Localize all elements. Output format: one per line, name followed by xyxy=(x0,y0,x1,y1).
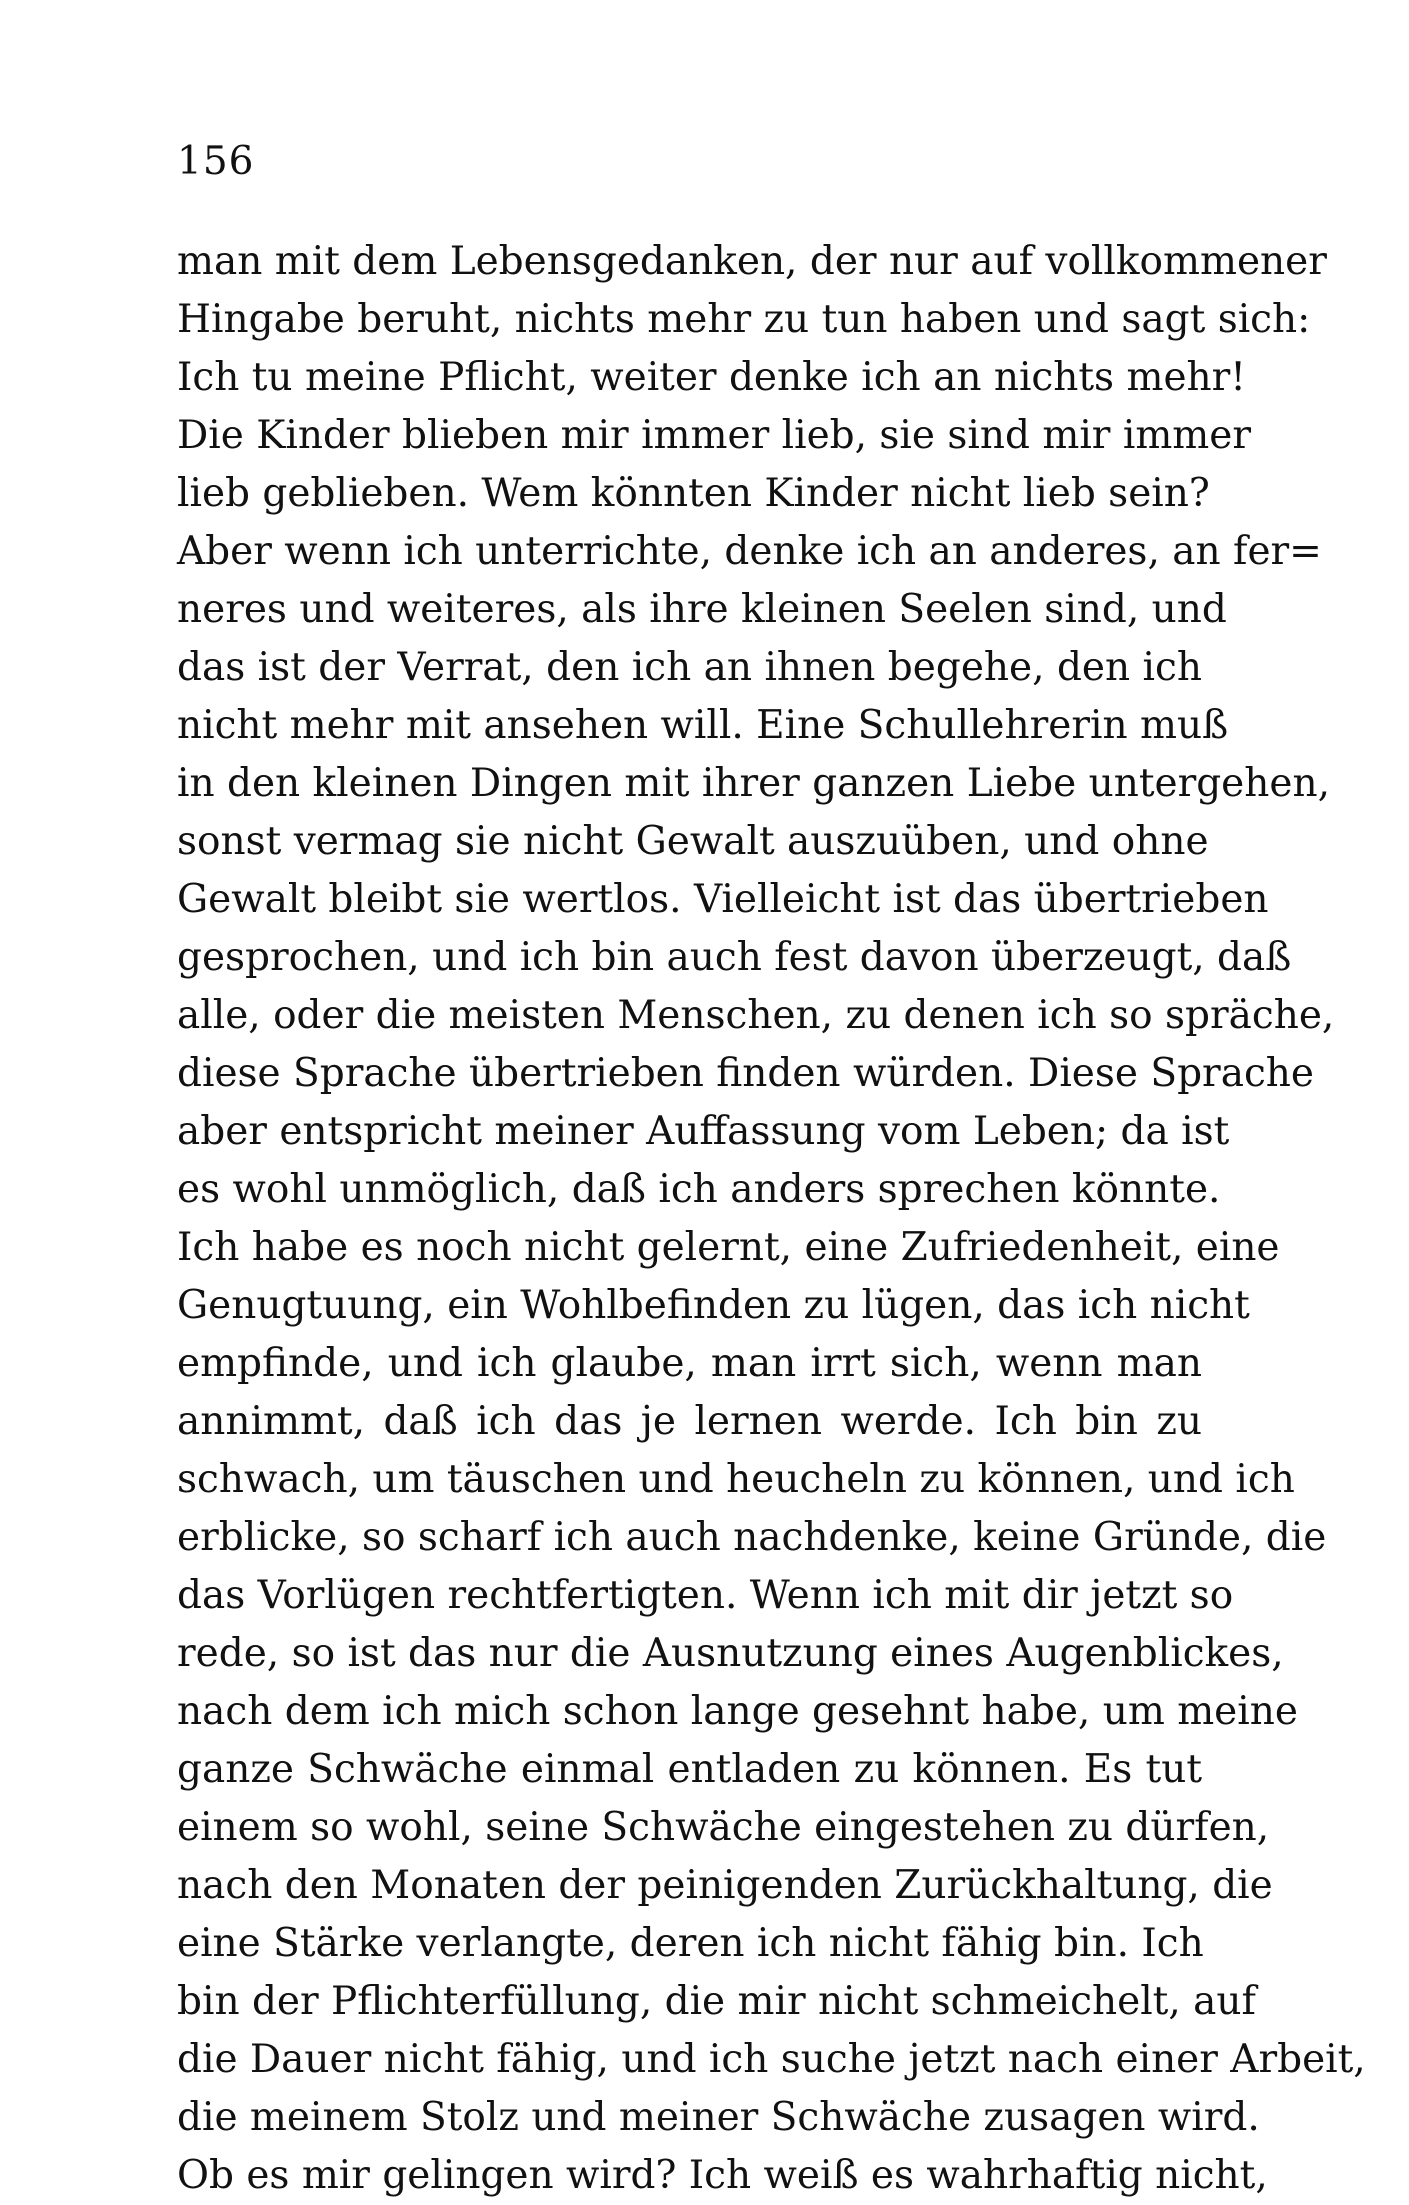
text-line: Genugtuung, ein Wohlbefinden zu lügen, das ich nicht xyxy=(177,1283,1250,1328)
text-line: das Vorlügen rechtfertigten. Wenn ich mit dir jetzt so xyxy=(177,1573,1234,1618)
body-text xyxy=(177,233,1366,2205)
text-line: erblicke, so scharf ich auch nachdenke, keine Gründe, die xyxy=(177,1515,1327,1560)
page-number: 156 xyxy=(177,139,255,184)
text-line: in den kleinen Dingen mit ihrer ganzen Liebe untergehen, xyxy=(177,761,1330,806)
text-line: diese Sprache übertrieben finden würden. Diese Sprache xyxy=(177,1051,1314,1096)
text-line: Die Kinder blieben mir immer lieb, sie sind mir immer xyxy=(177,413,1252,458)
text-line: annimmt, daß ich das je lernen werde. Ich bin zu xyxy=(177,1399,1202,1444)
text-line: die meinem Stolz und meiner Schwäche zusagen wird. xyxy=(177,2095,1260,2140)
text-line: gesprochen, und ich bin auch fest davon überzeugt, daß xyxy=(177,935,1292,980)
text-line: eine Stärke verlangte, deren ich nicht fähig bin. Ich xyxy=(177,1921,1204,1966)
text-line: lieb geblieben. Wem könnten Kinder nicht lieb sein? xyxy=(177,471,1210,516)
text-line: neres und weiteres, als ihre kleinen Seelen sind, und xyxy=(177,587,1227,632)
text-line: die Dauer nicht fähig, und ich suche jetzt nach einer Arbeit, xyxy=(177,2037,1366,2082)
text-line: nach den Monaten der peinigenden Zurückhaltung, die xyxy=(177,1863,1273,1908)
text-line: alle, oder die meisten Menschen, zu denen ich so spräche, xyxy=(177,993,1335,1038)
text-line: nach dem ich mich schon lange gesehnt habe, um meine xyxy=(177,1689,1298,1734)
text-line: schwach, um täuschen und heucheln zu können, und ich xyxy=(177,1457,1295,1502)
text-line: rede, so ist das nur die Ausnutzung eines Augenblickes, xyxy=(177,1631,1284,1676)
text-line: nicht mehr mit ansehen will. Eine Schullehrerin muß xyxy=(177,703,1229,748)
text-line: Ob es mir gelingen wird? Ich weiß es wahrhaftig nicht, xyxy=(177,2153,1268,2198)
text-line: bin der Pflichterfüllung, die mir nicht schmeichelt, auf xyxy=(177,1979,1256,2024)
text-line: es wohl unmöglich, daß ich anders sprechen könnte. xyxy=(177,1167,1221,1212)
text-line: man mit dem Lebensgedanken, der nur auf vollkommener xyxy=(177,239,1327,284)
text-line: Ich habe es noch nicht gelernt, eine Zufriedenheit, eine xyxy=(177,1225,1280,1270)
text-line: ganze Schwäche einmal entladen zu können. Es tut xyxy=(177,1747,1202,1792)
text-line: einem so wohl, seine Schwäche eingestehen zu dürfen, xyxy=(177,1805,1270,1850)
text-line: das ist der Verrat, den ich an ihnen begehe, den ich xyxy=(177,645,1202,690)
text-line: Hingabe beruht, nichts mehr zu tun haben und sagt sich: xyxy=(177,297,1311,342)
text-line: aber entspricht meiner Auffassung vom Leben; da ist xyxy=(177,1109,1230,1154)
text-line: sonst vermag sie nicht Gewalt auszuüben, und ohne xyxy=(177,819,1209,864)
text-line: Gewalt bleibt sie wertlos. Vielleicht ist das übertrieben xyxy=(177,877,1269,922)
text-line: Ich tu meine Pflicht, weiter denke ich an nichts mehr! xyxy=(177,355,1246,400)
text-line: empfinde, und ich glaube, man irrt sich, wenn man xyxy=(177,1341,1202,1386)
text-line: Aber wenn ich unterrichte, denke ich an anderes, an fer= xyxy=(177,529,1322,574)
